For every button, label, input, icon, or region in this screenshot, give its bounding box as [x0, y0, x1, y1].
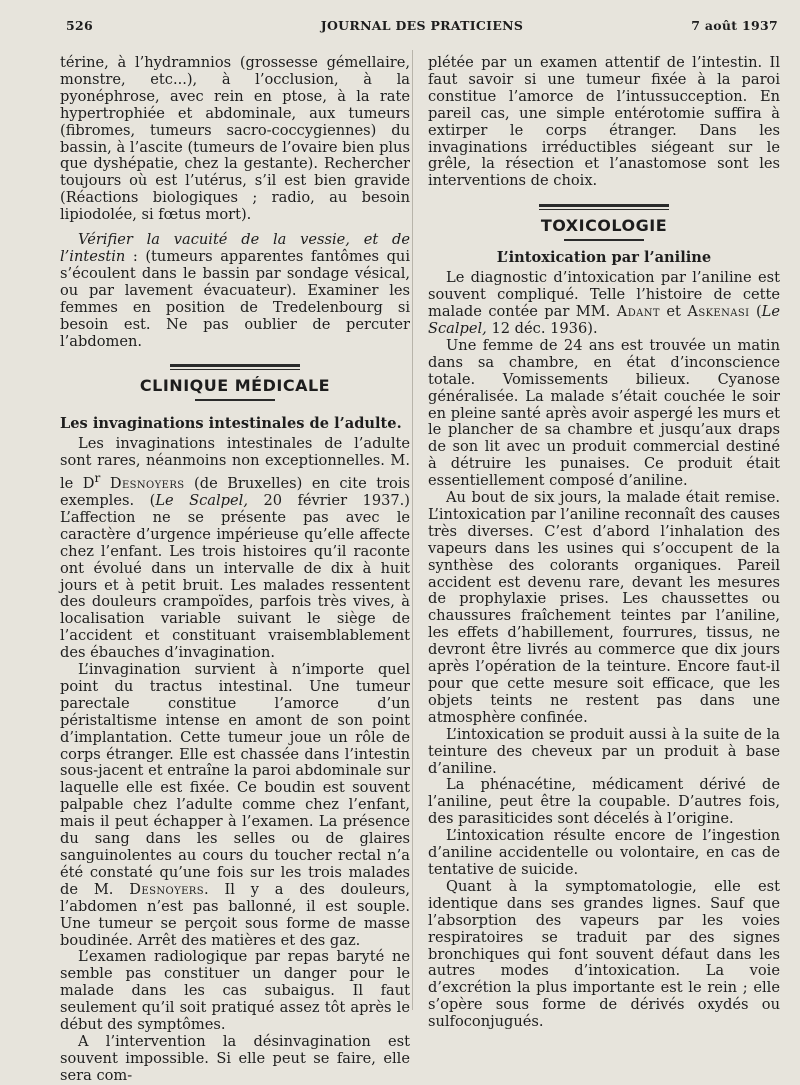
- author-name: Desnoyers: [129, 880, 204, 898]
- left-column: [60, 55, 410, 1085]
- verifier-heading: Vérifier la vacuité de la vessie, et de l’intestin: [60, 231, 410, 265]
- page-number: 526: [66, 18, 93, 33]
- article-paragraph: La phénacétine, médicament dérivé de l’aniline, peut être la coupable. D’autres fois, des parasiticides sont décelés à l’origine.: [428, 776, 780, 828]
- section-rule: [170, 364, 300, 370]
- article-title-aniline: L’intoxication par l’aniline: [496, 249, 712, 267]
- section-title-toxicologie: TOXICOLOGIE: [540, 216, 668, 236]
- author-name: Adant: [616, 303, 660, 321]
- journal-reference: Le Scalpel,: [155, 491, 248, 509]
- article-paragraph: Une femme de 24 ans est trouvée un matin dans sa chambre, en état d’inconscience totale. Vomissements bilieux. Cyanose généralisée. La malade s’était couchée le soir en pleine santé après avoir aspergé les murs et le plancher de sa chambre et jusqu’aux draps de son lit avec un produit commercial destiné à détruire les punaises. Ce produit était essentiellement composé d’aniline.: [428, 336, 780, 490]
- section-title-clinique: CLINIQUE MÉDICALE: [139, 376, 331, 396]
- article-paragraph: Au bout de six jours, la malade était remise. L’intoxication par l’aniline reconnaît des causes très diverses. C’est d’abord l’inhalation des vapeurs dans les usines qui s’occupent de la synthèse des colorants organiques. Pareil accident est devenu rare, devant les mesures de prophylaxie prises. Les chaussettes ou chaussures fraîchement teintes par l’aniline, les effets d’habillement, fourrures, tissus, ne devront être livrés au commerce que dix jours après l’opération de la teinture. Encore faut-il pour que cette mesure soit efficace, que les objets teints ne restent pas dans une atmosphère confinée.: [428, 489, 780, 726]
- intro-paragraph: térine, à l’hydramnios (grossesse gémellaire, monstre, etc...), à l’occlusion, à la pyonéphrose, avec rein en ptose, à la rate hypertrophiée et abdominale, aux tumeurs (fibromes, tumeurs sacro-coccygiennes) du bassin, à l’ascite (tumeurs de l’ovaire bien plus que dyshépatie, chez la gestante). Rechercher toujours où est l’utérus, s’il est bien gravide (Réactions biologiques ; radio, au besoin lipiodolée, si fœtus mort).: [60, 54, 410, 224]
- author-name: Desnoyers: [109, 475, 185, 493]
- article-paragraph: Le diagnostic d’intoxication par l’aniline est souvent compliqué. Telle l’histoire de cette malade contée par MM. Adant et Askenasi (Le Scalpel, 12 déc. 1936).: [428, 269, 780, 337]
- article-paragraph: L’examen radiologique par repas baryté ne semble pas constituer un danger pour le malade dans les cas subaigus. Il faut seulement qu’il soit pratiqué assez tôt après le début des symptômes.: [60, 948, 410, 1034]
- right-column: [428, 55, 780, 1031]
- article-paragraph: A l’intervention la désinvagination est souvent impossible. Si elle peut se faire, elle sera com-: [60, 1032, 410, 1084]
- article-paragraph: L’invagination survient à n’importe quel point du tractus intestinal. Une tumeur parectale constitue l’amorce d’un péristaltisme intense en amont de son point d’implantation. Cette tumeur joue un rôle de corps étranger. Elle est chassée dans l’intestin sous-jacent et entraîne la paroi abdominale sur laquelle elle est fixée. Ce boudin est souvent palpable chez l’adulte comme chez l’enfant, mais il peut échapper à l’examen. La présence du sang dans les selles ou de glaires sanguinolentes au cours du toucher rectal n’a été constaté qu’une fois sur les trois malades de M. Desnoyers. Il y a des douleurs, l’abdomen n’est pas ballonné, il est souple. Une tumeur se perçoit sous forme de masse boudinée. Arrêt des matières et des gaz.: [60, 661, 411, 949]
- article-paragraph: Quant à la symptomatologie, elle est identique dans ses grandes lignes. Sauf que l’absorption des vapeurs par les voies respiratoires se traduit par des signes bronchiques qui font souvent défaut dans les autres modes d’intoxication. La voie d’excrétion la plus importante est le rein ; elle s’opère sous forme de dérivés oxydés ou sulfoconjugués.: [428, 877, 780, 1031]
- author-name: Askenasi: [687, 303, 750, 321]
- section-rule: [539, 204, 669, 210]
- verifier-paragraph: Vérifier la vacuité de la vessie, et de l’intestin : (tumeurs apparentes fantômes qui s’écoulent dans le bassin par sondage vésical, ou par lavement évacuateur). Examiner les femmes en position de Tredelenbourg si besoin est. Ne pas oublier de percuter l’abdomen.: [60, 231, 410, 350]
- article-paragraph: L’intoxication se produit aussi à la suite de la teinture des cheveux par un produit à base d’aniline.: [428, 725, 780, 777]
- column-divider: [412, 50, 413, 1010]
- article-paragraph: Les invaginations intestinales de l’adulte sont rares, néanmoins non exceptionnelles. M. le $D^r$ Desnoyers (de Bruxelles) en cite trois exemples. (Le Scalpel, 20 février 1937.) L’affection ne se présente pas avec le caractère d’urgence impérieuse qu’elle affecte chez l’enfant. Les trois histoires qu’il raconte ont évolué dans un intervalle de dix à huit jours et à petit bruit. Les malades ressentent des douleurs crampoïdes, parfois très vives, à localisation variable suivant le siège de l’accident et constituant vraisemblablement des ébauches d’invagination.: [60, 435, 411, 662]
- journal-reference: Le Scalpel,: [428, 303, 780, 337]
- article-paragraph: L’intoxication résulte encore de l’ingestion d’aniline accidentelle ou volontaire, en cas de tentative de suicide.: [428, 827, 780, 878]
- continued-paragraph: plétée par un examen attentif de l’intestin. Il faut savoir si une tumeur fixée à la paroi constitue l’amorce de l’intussucception. En pareil cas, une simple entérotomie suffira à extirper le corps étranger. Dans les invaginations irréductibles siégeant sur le grêle, la résection et l’anastomose sont les interventions de choix.: [428, 54, 780, 190]
- running-header: [66, 18, 778, 40]
- journal-title: JOURNAL DES PRATICIENS: [320, 18, 524, 33]
- article-title-invaginations: Les invaginations intestinales de l’adulte.: [60, 415, 402, 433]
- issue-date: 7 août 1937: [691, 18, 778, 33]
